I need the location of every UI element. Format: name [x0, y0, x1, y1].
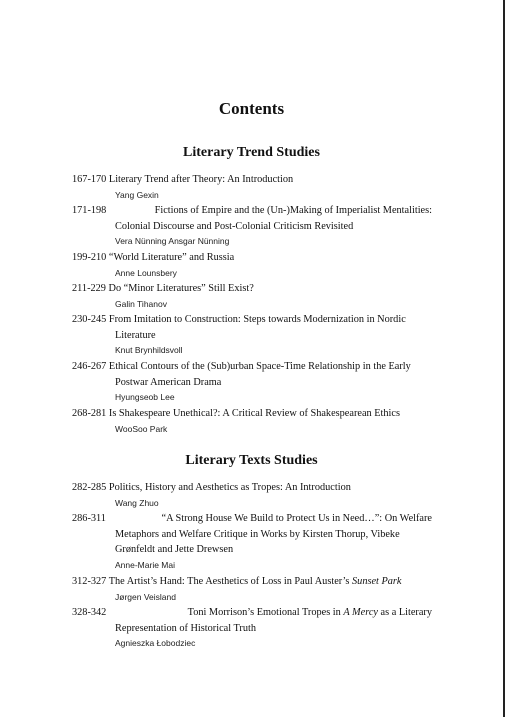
page-range: 286-311	[72, 513, 106, 524]
entry-title-tail: as a Literary	[377, 607, 432, 618]
entry-authors: Agnieszka Łobodziec	[115, 638, 196, 648]
entry-authors: Vera Nünning Ansgar Nünning	[115, 236, 230, 246]
entry-title-continued: Colonial Discourse and Post-Colonial Criticism Revisited	[115, 220, 354, 232]
entry-title-continued: Representation of Historical Truth	[115, 622, 256, 634]
page-title: Contents	[218, 99, 285, 118]
entry-title-line	[72, 406, 432, 422]
entry-title-line	[72, 281, 432, 297]
page-range: 328-342	[72, 607, 107, 618]
toc-entry	[72, 480, 432, 510]
entry-authors: Hyungseob Lee	[115, 392, 175, 402]
toc-entry	[72, 605, 432, 650]
toc-entry	[72, 511, 432, 572]
entry-authors: Anne Lounsbery	[115, 267, 177, 278]
entry-title: “World Literature” and Russia	[108, 252, 235, 263]
page-range: 268-281	[72, 408, 107, 419]
toc-entry	[72, 172, 432, 202]
entry-title-line	[72, 480, 432, 496]
entry-authors: Yang Gexin	[115, 189, 159, 200]
entry-title-continued: Literature	[115, 329, 156, 341]
entry-title-line	[72, 605, 432, 621]
entry-title-line	[72, 250, 432, 266]
entry-title: Toni Morrison’s Emotional Tropes in	[187, 607, 344, 618]
page-range: 171-198	[72, 205, 107, 216]
entry-title-continued: Postwar American Drama	[115, 376, 222, 388]
entry-title-line	[72, 574, 432, 590]
page-range: 211-229	[72, 283, 106, 294]
entry-title: Politics, History and Aesthetics as Tropes: An Introduction	[108, 482, 351, 493]
page-range: 167-170	[72, 174, 107, 185]
toc-entry	[72, 281, 432, 311]
page-range: 312-327	[72, 576, 107, 587]
entry-authors: Knut Brynhildsvoll	[115, 345, 183, 355]
entry-title-line	[72, 172, 432, 188]
toc-entry	[72, 250, 432, 280]
entry-title-line	[72, 511, 432, 527]
entry-authors: Jørgen Veisland	[115, 591, 176, 602]
book-title-italic: A Mercy	[343, 607, 378, 618]
toc-entry	[72, 359, 432, 404]
entry-authors: Anne-Marie Mai	[115, 559, 175, 570]
entry-authors: Wang Zhuo	[115, 497, 159, 508]
entry-title: Literary Trend after Theory: An Introduction	[108, 174, 294, 185]
entry-title: Is Shakespeare Unethical?: A Critical Review of Shakespearean Ethics	[108, 408, 400, 419]
page-range: 246-267	[72, 361, 107, 372]
entry-title-continued: Metaphors and Welfare Critique in Works by Kirsten Thorup, Vibeke	[115, 528, 400, 540]
toc-entry	[72, 312, 432, 357]
entry-title-line	[72, 312, 432, 328]
page-range: 230-245	[72, 314, 107, 325]
book-title-italic: Sunset Park	[352, 576, 402, 587]
page-range: 282-285	[72, 482, 107, 493]
entry-title: The Artist’s Hand: The Aesthetics of Loss in Paul Auster’s	[108, 576, 353, 587]
entry-title-line	[72, 203, 432, 219]
entry-authors: Galin Tihanov	[115, 298, 167, 309]
entry-title: Fictions of Empire and the (Un-)Making of Imperialist Mentalities:	[154, 205, 432, 216]
entry-title: From Imitation to Construction: Steps towards Modernization in Nordic	[108, 314, 406, 325]
section-heading: Literary Trend Studies	[183, 145, 320, 160]
entry-title: Ethical Contours of the (Sub)urban Space-Time Relationship in the Early	[108, 361, 411, 372]
section-heading: Literary Texts Studies	[185, 453, 318, 468]
entry-title: “A Strong House We Build to Protect Us in Need…”: On Welfare	[161, 513, 432, 524]
entry-title-continued: Grønfeldt and Jette Drewsen	[115, 544, 234, 555]
toc-entry	[72, 203, 432, 248]
toc-entry	[72, 406, 432, 436]
toc-entry	[72, 574, 432, 604]
entry-title: Do “Minor Literatures” Still Exist?	[108, 283, 254, 294]
entry-title-line	[72, 359, 432, 375]
entry-authors: WooSoo Park	[115, 423, 168, 434]
page-range: 199-210	[72, 252, 107, 263]
